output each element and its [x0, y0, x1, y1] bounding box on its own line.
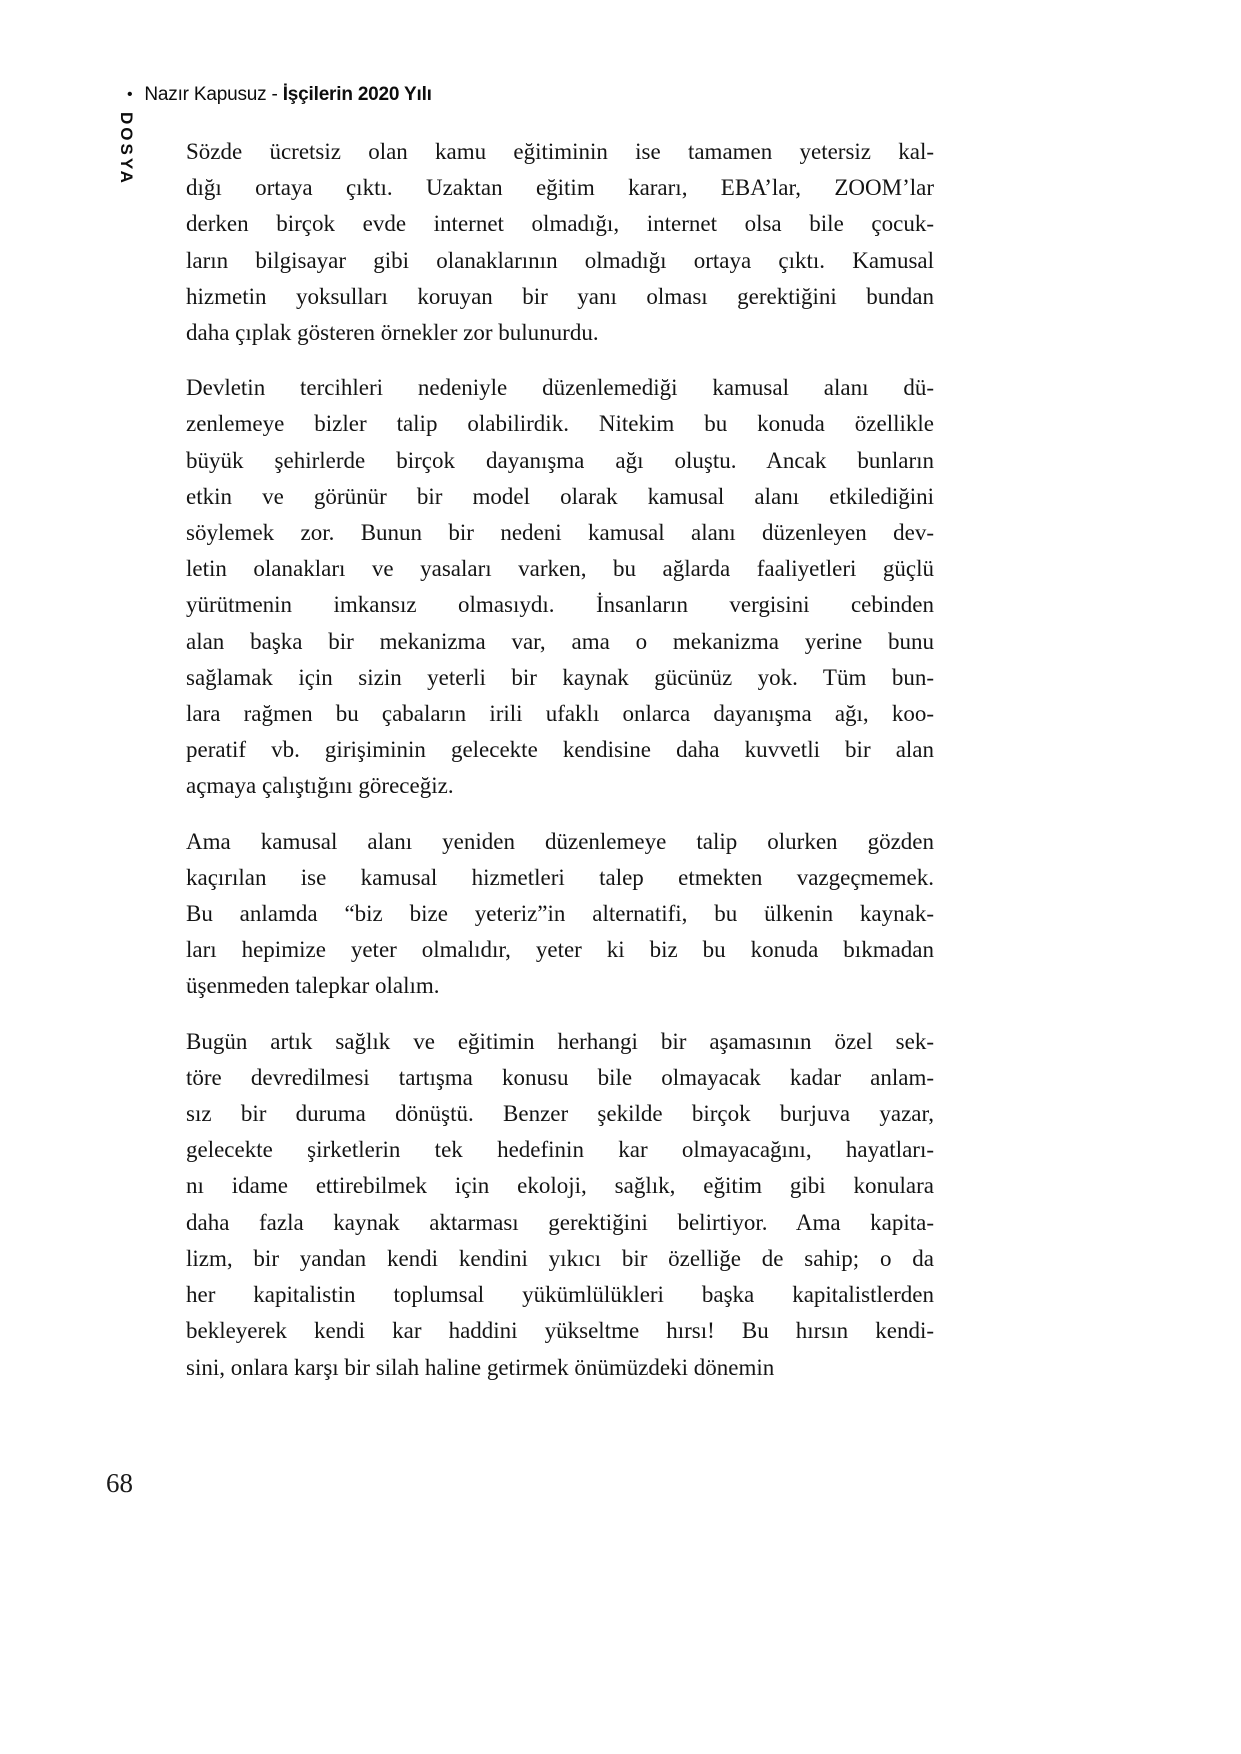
text-line: sağlamak için sizin yeterli bir kaynak gücünüz yok. Tüm bun-: [186, 664, 934, 690]
text-line: lizm, bir yandan kendi kendini yıkıcı bir özelliğe de sahip; o da: [186, 1245, 934, 1271]
page-number: 68: [106, 1468, 133, 1498]
text-line: letin olanakları ve yasaları varken, bu ağlarda faaliyetleri güçlü: [186, 556, 934, 582]
text-line: yürütmenin imkansız olmasıydı. İnsanların vergisini cebinden: [186, 592, 934, 618]
text-line: her kapitalistin toplumsal yükümlülükleri başka kapitalistlerden: [186, 1282, 934, 1308]
paragraph: [186, 824, 934, 1005]
text-line: hizmetin yoksulları koruyan bir yanı olması gerektiğini bundan: [186, 283, 934, 309]
text-line: daha çıplak gösteren örnekler zor bulunurdu.: [186, 320, 599, 346]
text-line: sız bir duruma dönüştü. Benzer şekilde birçok burjuva yazar,: [186, 1101, 934, 1127]
text-line: alan başka bir mekanizma var, ama o mekanizma yerine bunu: [186, 628, 934, 654]
text-line: Devletin tercihleri nedeniyle düzenlemediği kamusal alanı dü-: [186, 375, 934, 401]
sidebar-section-label: DOSYA: [117, 112, 136, 186]
paragraph: [186, 370, 934, 804]
header-bullet-icon: •: [127, 86, 133, 103]
text-line: gelecekte şirketlerin tek hedefinin kar olmayacağını, hayatları-: [186, 1137, 934, 1163]
page-header: [127, 84, 432, 106]
text-line: lara rağmen bu çabaların irili ufaklı onlarca dayanışma ağı, koo-: [186, 701, 934, 727]
text-line: peratif vb. girişiminin gelecekte kendisine daha kuvvetli bir alan: [186, 737, 934, 763]
header-book-title: İşçilerin 2020 Yılı: [282, 84, 432, 105]
text-line: daha fazla kaynak aktarması gerektiğini belirtiyor. Ama kapita-: [186, 1209, 934, 1235]
text-line: sini, onlara karşı bir silah haline getirmek önümüzdeki dönemin: [186, 1354, 775, 1380]
text-line: töre devredilmesi tartışma konusu bile olmayacak kadar anlam-: [186, 1064, 934, 1090]
text-line: bekleyerek kendi kar haddini yükseltme hırsı! Bu hırsın kendi-: [186, 1318, 934, 1344]
text-line: nı idame ettirebilmek için ekoloji, sağlık, eğitim gibi konulara: [186, 1173, 934, 1199]
text-line: dığı ortaya çıktı. Uzaktan eğitim kararı, EBA’lar, ZOOM’lar: [186, 175, 934, 201]
text-line: Bu anlamda “biz bize yeteriz”in alternatifi, bu ülkenin kaynak-: [186, 901, 934, 927]
text-line: ların bilgisayar gibi olanaklarının olmadığı ortaya çıktı. Kamusal: [186, 247, 934, 273]
text-line: zenlemeye bizler talip olabilirdik. Nitekim bu konuda özellikle: [186, 411, 934, 437]
text-line: etkin ve görünür bir model olarak kamusal alanı etkilediğini: [186, 483, 934, 509]
text-line: Ama kamusal alanı yeniden düzenlemeye talip olurken gözden: [186, 828, 934, 854]
text-line: Sözde ücretsiz olan kamu eğitiminin ise tamamen yetersiz kal-: [186, 139, 934, 164]
text-line: kaçırılan ise kamusal hizmetleri talep etmekten vazgeçmemek.: [186, 864, 934, 890]
paragraph: [186, 1024, 934, 1386]
text-line: büyük şehirlerde birçok dayanışma ağı oluştu. Ancak bunların: [186, 447, 934, 473]
text-line: Bugün artık sağlık ve eğitimin herhangi bir aşamasının özel sek-: [186, 1028, 934, 1054]
text-line: derken birçok evde internet olmadığı, internet olsa bile çocuk-: [186, 211, 934, 237]
text-line: söylemek zor. Bunun bir nedeni kamusal alanı düzenleyen dev-: [186, 520, 934, 546]
text-line: üşenmeden talepkar olalım.: [186, 973, 440, 999]
header-author: Nazır Kapusuz -: [144, 84, 283, 105]
text-line: ları hepimize yeter olmalıdır, yeter ki biz bu konuda bıkmadan: [186, 937, 934, 963]
paragraph: [186, 134, 934, 351]
body-text: [186, 134, 934, 1386]
text-line: açmaya çalıştığını göreceğiz.: [186, 773, 454, 799]
